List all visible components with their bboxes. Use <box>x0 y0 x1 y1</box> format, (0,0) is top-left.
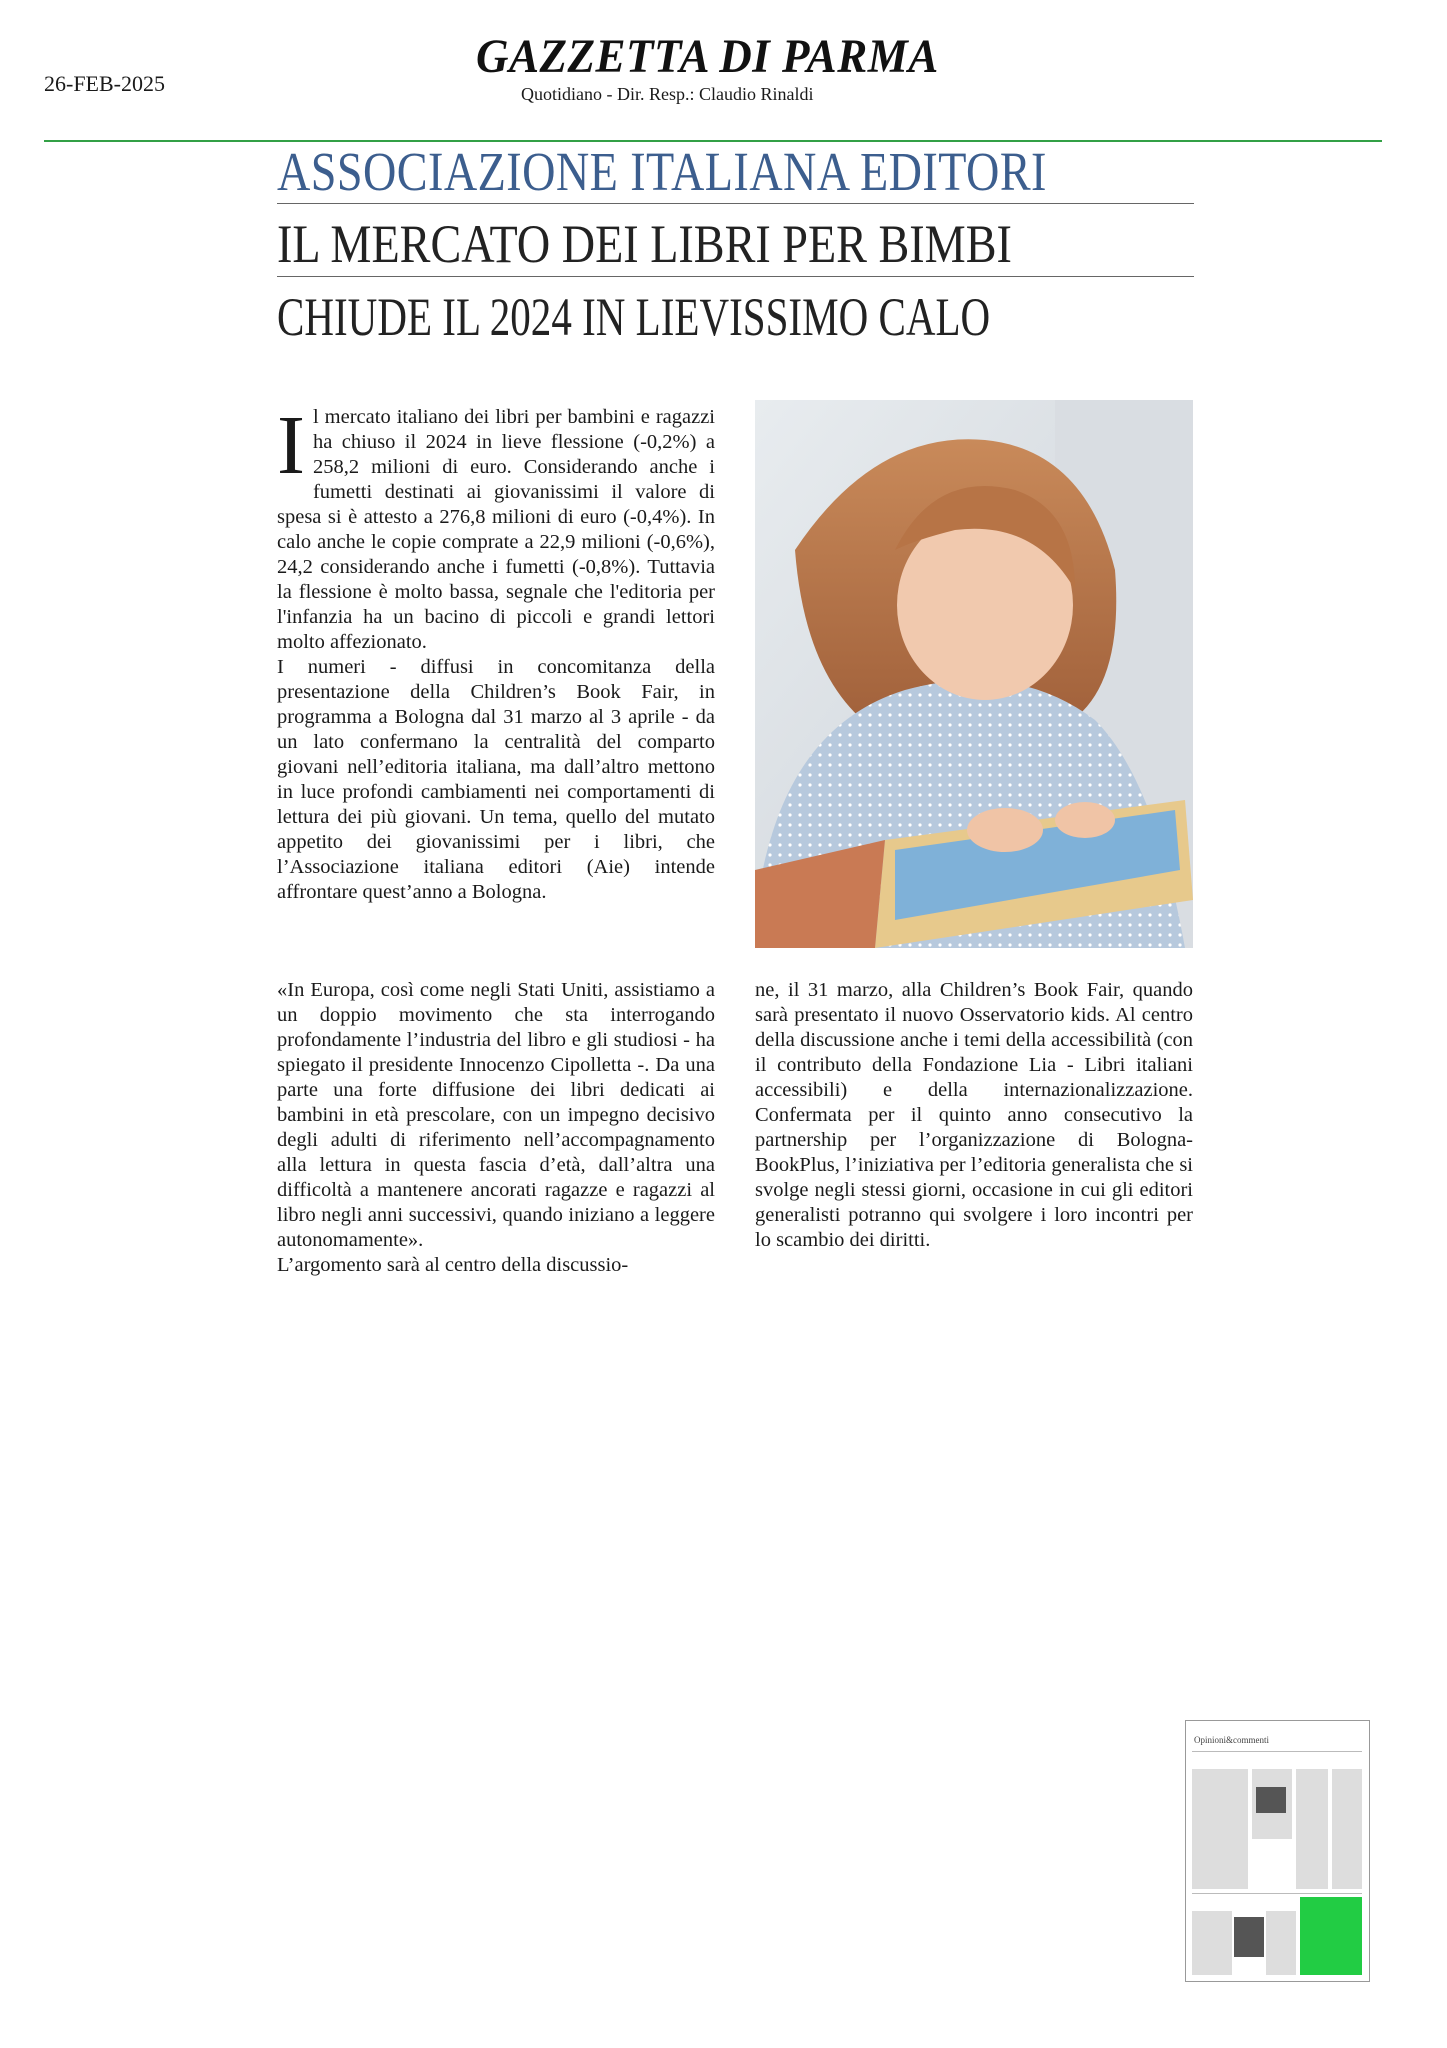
thumbnail-text-block <box>1192 1911 1232 1975</box>
thumbnail-text-block <box>1192 1769 1248 1889</box>
headline-line-1: IL MERCATO DEI LIBRI PER BIMBI <box>277 214 1012 274</box>
paragraph-4: L’argomento sarà al centro della discussio- <box>277 1254 629 1276</box>
thumbnail-text-block <box>1296 1769 1328 1889</box>
thumbnail-text-block <box>1266 1911 1296 1975</box>
article-column-1-top <box>277 399 715 905</box>
kicker-rule <box>277 203 1194 204</box>
article-column-1-bottom <box>277 978 715 1278</box>
page-thumbnail[interactable] <box>1185 1720 1370 1982</box>
masthead-subline: Quotidiano - Dir. Resp.: Claudio Rinaldi <box>521 84 814 104</box>
paragraph-2: I numeri - diffusi in concomitanza della presentazione della Children’s Book Fair, in programma a Bologna dal 31 marzo al 3 aprile - da un lato confermano la centralità del comparto giovani nell’editoria italiana, ma dall’altro mettono in luce profondi cambiamenti nei comportamenti di lettura dei più giovani. Un tema, quello del mutato appetito dei giovanissimi per i libri, che l’Associazione italiana editori (Aie) intende affrontare quest’anno a Bologna. <box>277 656 715 903</box>
thumbnail-image <box>1256 1787 1286 1813</box>
paragraph-3: «In Europa, così come negli Stati Uniti, assistiamo a un doppio movimento che sta interrogando profondamente l’industria del libro e gli studiosi - ha spiegato il presidente Innocenzo Cipolletta -. Da una parte una forte diffusione dei libri dedicati ai bambini in età prescolare, con un impegno decisivo degli adulti di riferimento nell’accompagnamento alla lettura in questa fascia d’età, dall’altra una difficoltà a mantenere ancorati ragazze e ragazzi al libro negli anni successivi, quando iniziano a leggere autonomamente». <box>277 979 715 1251</box>
headline-line-2: CHIUDE IL 2024 IN LIEVISSIMO CALO <box>277 287 991 347</box>
article-column-2 <box>755 978 1193 1253</box>
drop-cap: I <box>277 399 305 492</box>
article-kicker: ASSOCIAZIONE ITALIANA EDITORI <box>277 141 1047 202</box>
article-photo <box>755 400 1193 948</box>
thumbnail-image <box>1234 1917 1264 1957</box>
clipping-date: 26-FEB-2025 <box>44 71 165 96</box>
thumbnail-text-block <box>1332 1769 1362 1889</box>
paragraph-1: l mercato italiano dei libri per bambini e ragazzi ha chiuso il 2024 in lieve flessione (-0,2%) a 258,2 milioni di euro. Considerando anche i fumetti destinati ai giovanissimi il valore di spesa si è attesto a 276,8 milioni di euro (-0,4%). In calo anche le copie comprate a 22,9 milioni (-0,6%), 24,2 considerando anche i fumetti (-0,8%). Tuttavia la flessione è molto bassa, segnale che l'editoria per l'infanzia ha un bacino di piccoli e grandi lettori molto affezionato. <box>277 406 715 653</box>
headline-rule <box>277 276 1194 277</box>
paragraph-5: ne, il 31 marzo, alla Children’s Book Fair, quando sarà presentato il nuovo Osservatorio kids. Al centro della discussione anche i temi della accessibilità (con il contributo della Fondazione Lia - Libri italiani accessibili) e della internazionalizzazione. Confermata per il quinto anno consecutivo la partnership per l’organizzazione di Bologna-BookPlus, l’iniziativa per l’editoria generalista che si svolge negli stessi giorni, occasione in cui gli editori generalisti potranno qui svolgere i loro incontri per lo scambio dei diritti. <box>755 979 1193 1251</box>
thumbnail-green-box <box>1300 1897 1362 1975</box>
newspaper-masthead: GAZZETTA DI PARMA <box>476 29 939 83</box>
thumbnail-rule <box>1192 1893 1362 1894</box>
thumbnail-rule <box>1192 1751 1362 1752</box>
thumbnail-section-title: Opinioni&commenti <box>1194 1735 1269 1745</box>
